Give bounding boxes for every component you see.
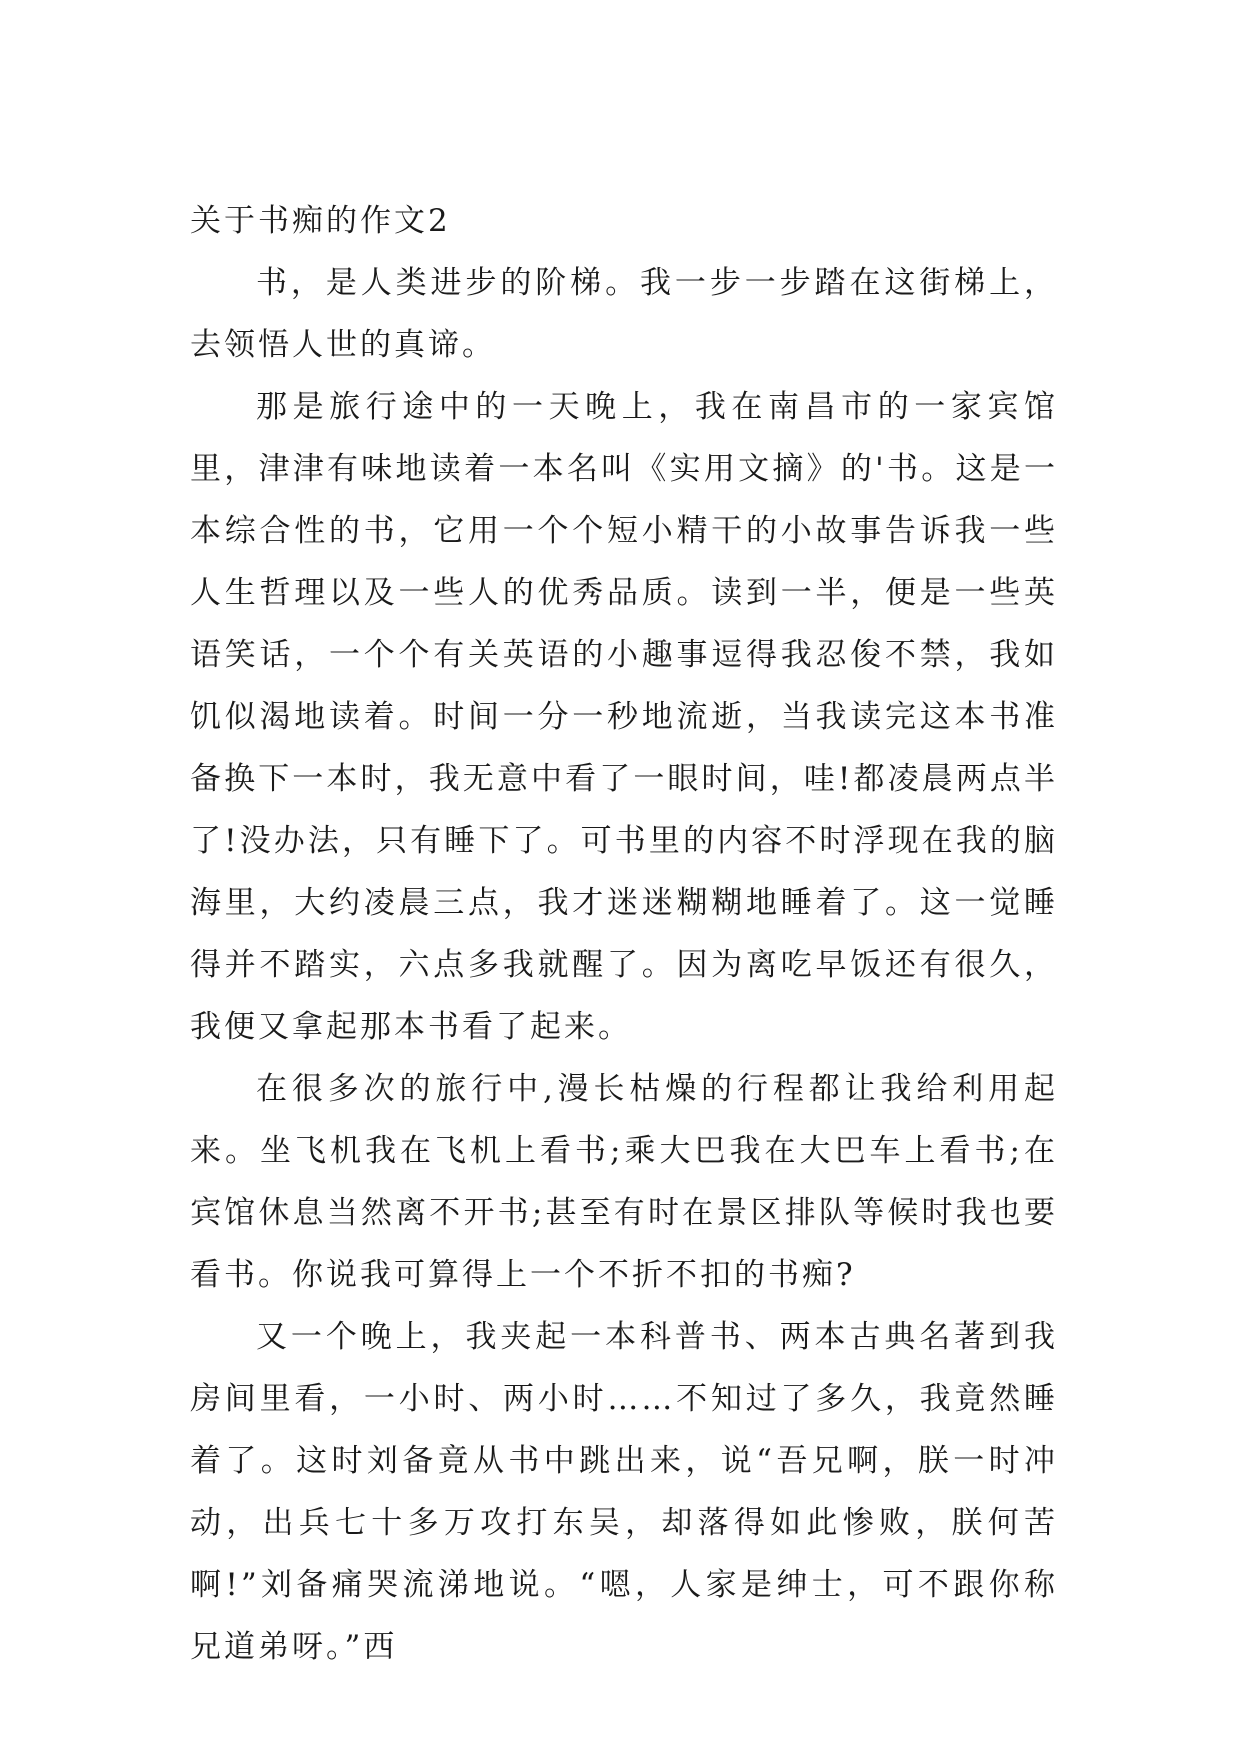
paragraph-4: 又一个晚上，我夹起一本科普书、两本古典名著到我房间里看，一小时、两小时……不知过了多久，我竟然睡着了。这时刘备竟从书中跳出来，说“吾兄啊，朕一时冲动，出兵七十多万攻打东吴，却落得如此惨败，朕何苦啊!”刘备痛哭流涕地说。“嗯，人家是绅士，可不跟你称兄道弟呀。”西 xyxy=(190,1319,1058,1665)
paragraph-2: 那是旅行途中的一天晚上，我在南昌市的一家宾馆里，津津有味地读着一本名叫《实用文摘》的'书。这是一本综合性的书，它用一个个短小精干的小故事告诉我一些人生哲理以及一些人的优秀品质。读到一半，便是一些英语笑话，一个个有关英语的小趣事逗得我忍俊不禁，我如饥似渴地读着。时间一分一秒地流逝，当我读完这本书准备换下一本时，我无意中看了一眼时间，哇!都凌晨两点半了!没办法，只有睡下了。可书里的内容不时浮现在我的脑海里，大约凌晨三点，我才迷迷糊糊地睡着了。这一觉睡得并不踏实，六点多我就醒了。因为离吃早饭还有很久，我便又拿起那本书看了起来。 xyxy=(190,389,1058,1045)
document-title: 关于书痴的作文2 xyxy=(190,203,451,239)
paragraph-1: 书，是人类进步的阶梯。我一步一步踏在这街梯上，去领悟人世的真谛。 xyxy=(190,265,1058,363)
paragraph-3: 在很多次的旅行中,漫长枯燥的行程都让我给利用起来。坐飞机我在飞机上看书;乘大巴我在大巴车上看书;在宾馆休息当然离不开书;甚至有时在景区排队等候时我也要看书。你说我可算得上一个不折不扣的书痴? xyxy=(190,1071,1058,1293)
document-body xyxy=(190,190,1058,1678)
